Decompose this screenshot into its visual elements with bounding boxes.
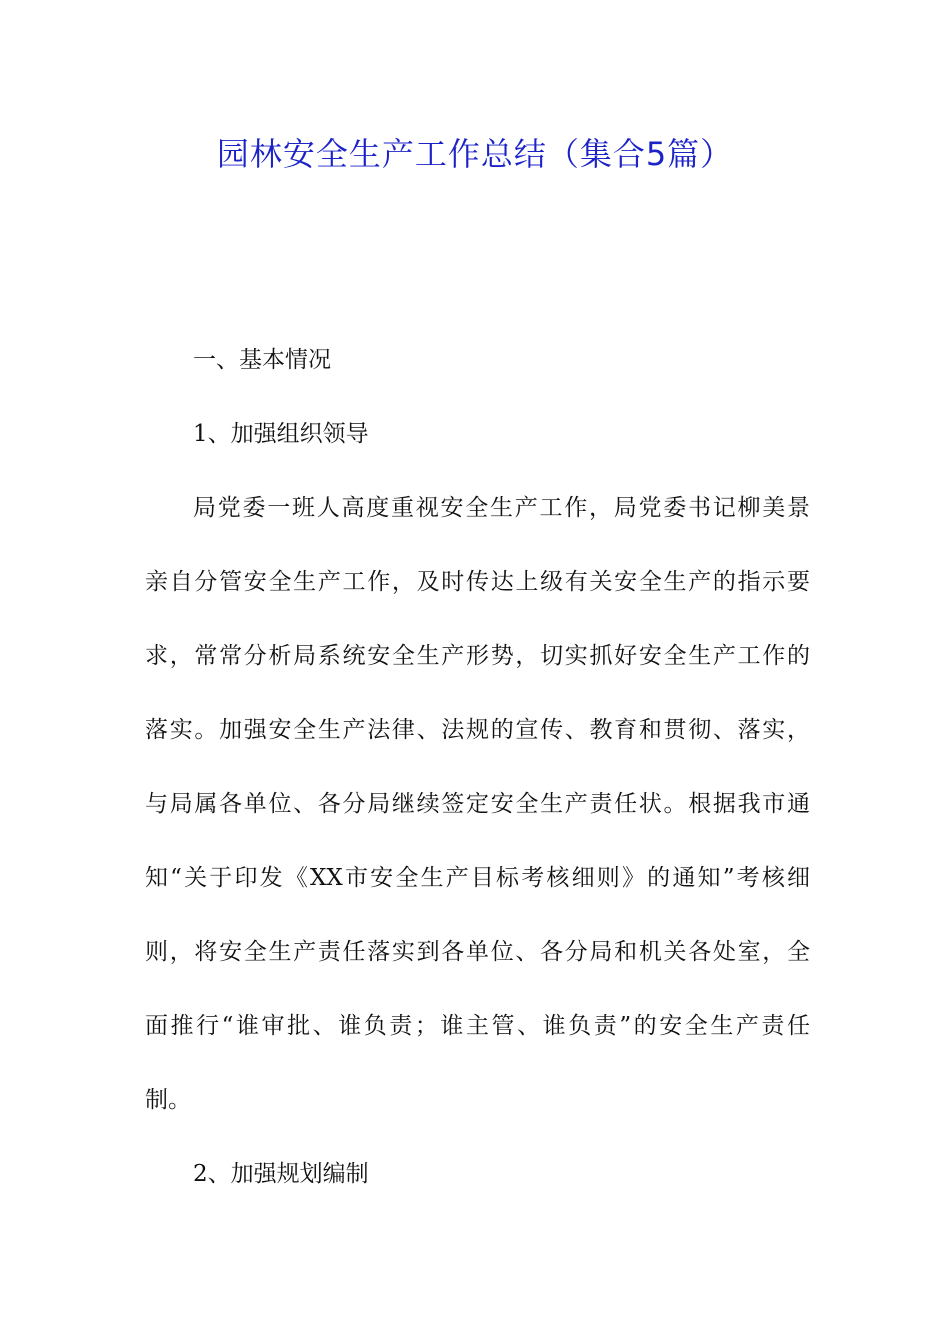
paragraph-last-line: 制。 bbox=[145, 1087, 191, 1113]
paragraph-line: 亲自分管安全生产工作，及时传达上级有关安全生产的指示要 bbox=[145, 569, 810, 595]
paragraph-line: 则，将安全生产责任落实到各单位、各分局和机关各处室，全 bbox=[145, 939, 810, 965]
paragraph-line: 落实。加强安全生产法律、法规的宣传、教育和贯彻、落实， bbox=[145, 717, 810, 743]
subsection-heading: 1、加强组织领导 bbox=[193, 421, 369, 447]
subsection-heading: 2、加强规划编制 bbox=[193, 1161, 369, 1187]
paragraph-line: 知“关于印发《XX市安全生产目标考核细则》的通知”考核细 bbox=[145, 865, 810, 891]
document-title: 园林安全生产工作总结（集合5篇） bbox=[216, 135, 734, 173]
paragraph-line: 局党委一班人高度重视安全生产工作，局党委书记柳美景 bbox=[193, 495, 810, 521]
paragraph-line: 与局属各单位、各分局继续签定安全生产责任状。根据我市通 bbox=[145, 791, 810, 817]
paragraph-line: 求，常常分析局系统安全生产形势，切实抓好安全生产工作的 bbox=[145, 643, 810, 669]
document-body bbox=[145, 333, 810, 1221]
paragraph-line: 面推行“谁审批、谁负责；谁主管、谁负责”的安全生产责任 bbox=[145, 1013, 810, 1039]
section-heading: 一、基本情况 bbox=[193, 347, 331, 373]
